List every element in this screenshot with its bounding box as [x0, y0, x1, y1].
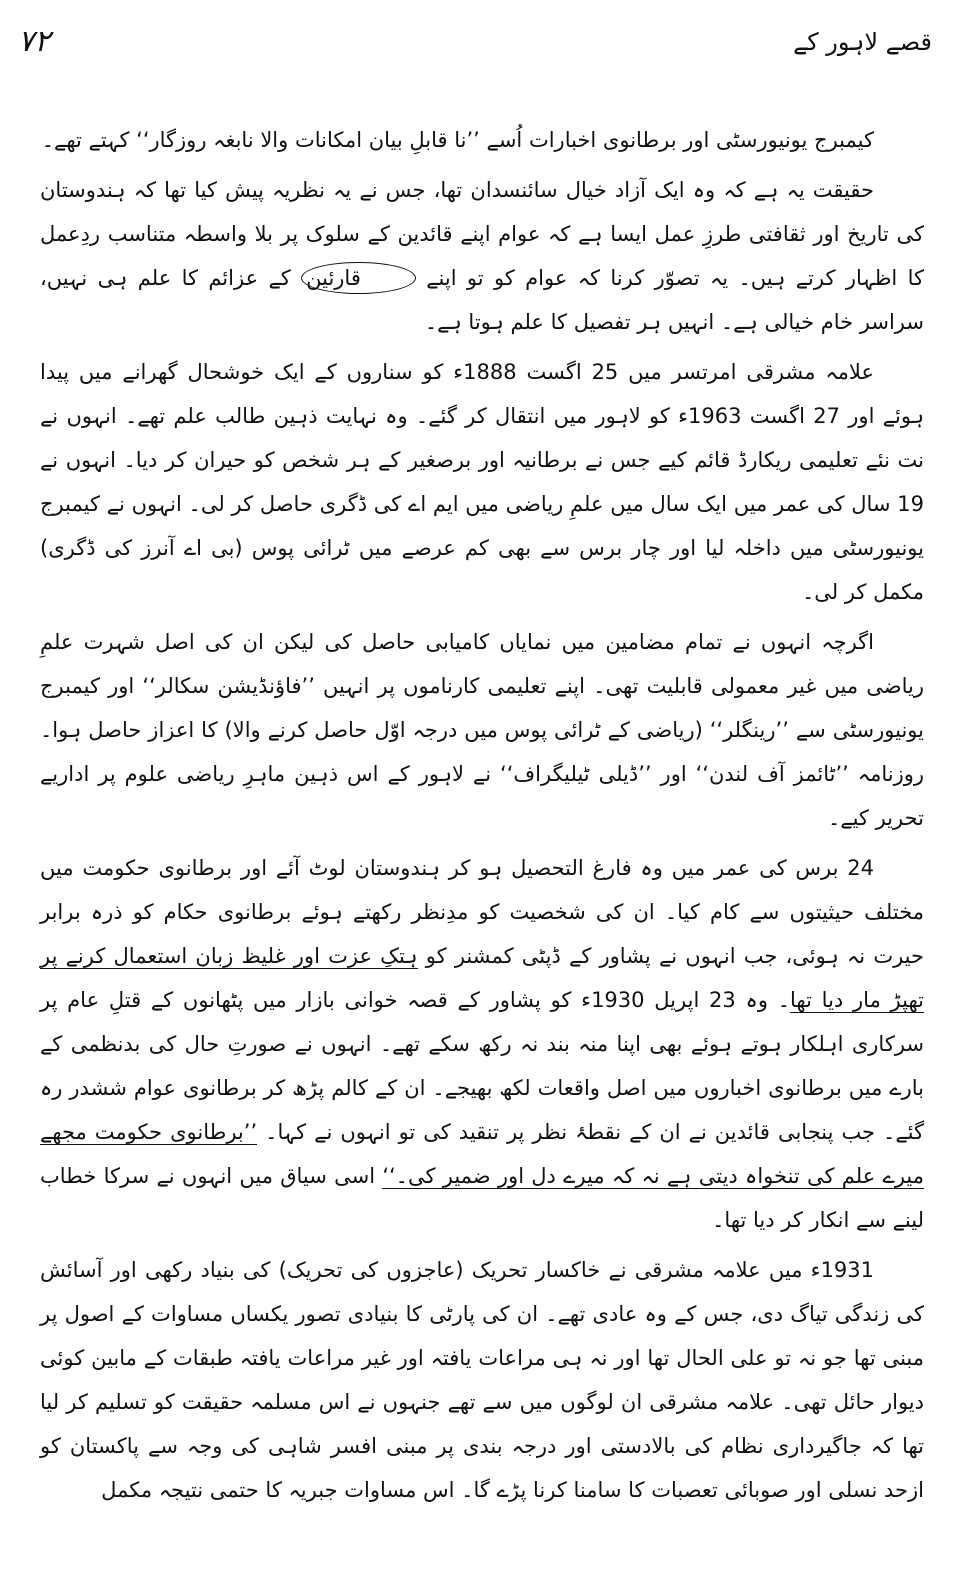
running-header: قصے لاہور کے: [793, 28, 932, 56]
page-number: ۷۲: [18, 24, 51, 59]
paragraph-2: [40, 168, 924, 344]
paragraph-3: علامہ مشرقی امرتسر میں 25 اگست 1888ء کو سناروں کے ایک خوشحال گھرانے میں پیدا ہوئے اور 27 اگست 1963ء کو لاہور میں انتقال کر گئے۔ وہ نہایت ذہین طالب علم تھے۔ انہوں نے نت نئے تعلیمی ریکارڈ قائم کیے جس نے برطانیہ اور برصغیر کے ہر شخص کو حیران کر دیا۔ انہوں نے 19 سال کی عمر میں ایک سال میں علمِ ریاضی میں ایم اے کی ڈگری حاصل کر لی۔ انہوں نے کیمبرج یونیورسٹی میں داخلہ لیا اور چار برس سے بھی کم عرصے میں ٹرائی پوس (بی اے آنرز کی ڈگری) مکمل کر لی۔: [40, 360, 925, 604]
underlined-phrase: ہتکِ عزت اور غلیظ زبان استعمال کرنے پر تھپڑ مار دیا تھا: [40, 944, 925, 1012]
paragraph-2-part-1: حقیقت یہ ہے کہ وہ ایک آزاد خیال سائنسدان تھا، جس نے یہ نظریہ پیش کیا تھا کہ ہندوستان کی تاریخ اور ثقافتی طرزِ عمل ایسا ہے کہ عوام اپنے قائدین کے سلوک پر بلا واسطہ متناسب ردِعمل کا اظہار کرتے ہیں۔ یہ تصوّر کرنا کہ عوام کو تو اپنے: [40, 178, 924, 290]
paragraph-5: [40, 846, 924, 1242]
paragraph-5-part-1: 24 برس کی عمر میں وہ فارغ التحصیل ہو کر ہندوستان لوٹ آئے اور برطانوی حکومت میں مختلف حیثیتوں سے کام کیا۔ ان کی شخصیت کو مدِنظر رکھتے ہوئے برطانوی حکام کو ذرہ برابر حیرت نہ ہوئی، جب انہوں نے پشاور کے ڈپٹی کمشنر کو: [40, 856, 924, 968]
body-text: [40, 118, 924, 1518]
paragraph-1: کیمبرج یونیورسٹی اور برطانوی اخبارات اُسے ’’نا قابلِ بیان امکانات والا نابغہ روزگار‘‘ کہتے تھے۔: [41, 128, 874, 152]
paragraph-4: اگرچہ انہوں نے تمام مضامین میں نمایاں کامیابی حاصل کی لیکن ان کی اصل شہرت علمِ ریاضی میں غیر معمولی قابلیت تھی۔ اپنے تعلیمی کارناموں پر انہیں ’’فاؤنڈیشن سکالر‘‘ اور کیمبرج یونیورسٹی سے ’’رینگلر‘‘ (ریاضی کے ٹرائی پوس میں درجہ اوّل حاصل کرنے والا) کا اعزاز حاصل ہوا۔ روزنامہ ’’ٹائمز آف لندن‘‘ اور ’’ڈیلی ٹیلیگراف‘‘ نے لاہور کے اس ذہین ماہرِ ریاضی علوم پر اداریے تحریر کیے۔: [40, 630, 924, 830]
circled-word: قارئین: [301, 262, 416, 294]
paragraph-2-part-2: کے عزائم کا علم ہی نہیں، سراسر خام خیالی ہے۔ انہیں ہر تفصیل کا علم ہوتا ہے۔: [40, 266, 924, 334]
paragraph-6: 1931ء میں علامہ مشرقی نے خاکسار تحریک (عاجزوں کی تحریک) کی بنیاد رکھی اور آسائش کی زندگی تیاگ دی، جس کے وہ عادی تھے۔ ان کی پارٹی کا بنیادی تصور یکساں مساوات کے اصول پر مبنی تھا جو نہ تو علی الحال تھا اور نہ ہی مراعات یافتہ اور غیر مراعات یافتہ طبقات کے مابین کوئی دیوار حائل تھی۔ علامہ مشرقی ان لوگوں میں سے تھے جنہوں نے اس مسلمہ حقیقت کو تسلیم کر لیا تھا کہ جاگیرداری نظام کی بالادستی اور درجہ بندی پر مبنی افسر شاہی کی وجہ سے پاکستان کو ازحد نسلی اور صوبائی تعصبات کا سامنا کرنا پڑے گا۔ اس مساوات جبریہ کا حتمی نتیجہ مکمل: [40, 1258, 924, 1502]
underlined-quote: ’’برطانوی حکومت مجھے میرے علم کی تنخواہ دیتی ہے نہ کہ میرے دل اور ضمیر کی۔‘‘: [40, 1120, 924, 1188]
paragraph-5-part-3: اسی سیاق میں انہوں نے سرکا خطاب لینے سے انکار کر دیا تھا۔: [40, 1164, 924, 1232]
paragraph-5-part-2: ۔ وہ 23 اپریل 1930ء کو پشاور کے قصہ خوانی بازار میں پٹھانوں کے قتلِ عام پر سرکاری اہلکار ہوتے ہوئے بھی اپنا منہ بند نہ رکھ سکے تھے۔ انہوں نے صورتِ حال کی بدنظمی کے بارے میں برطانوی اخباروں میں اصل واقعات لکھ بھیجے۔ ان کے کالم پڑھ کر برطانوی عوام ششدر رہ گئے۔ جب پنجابی قائدین نے ان کے نقطۂ نظر پر تنقید کی تو انہوں نے کہا۔: [40, 988, 924, 1144]
